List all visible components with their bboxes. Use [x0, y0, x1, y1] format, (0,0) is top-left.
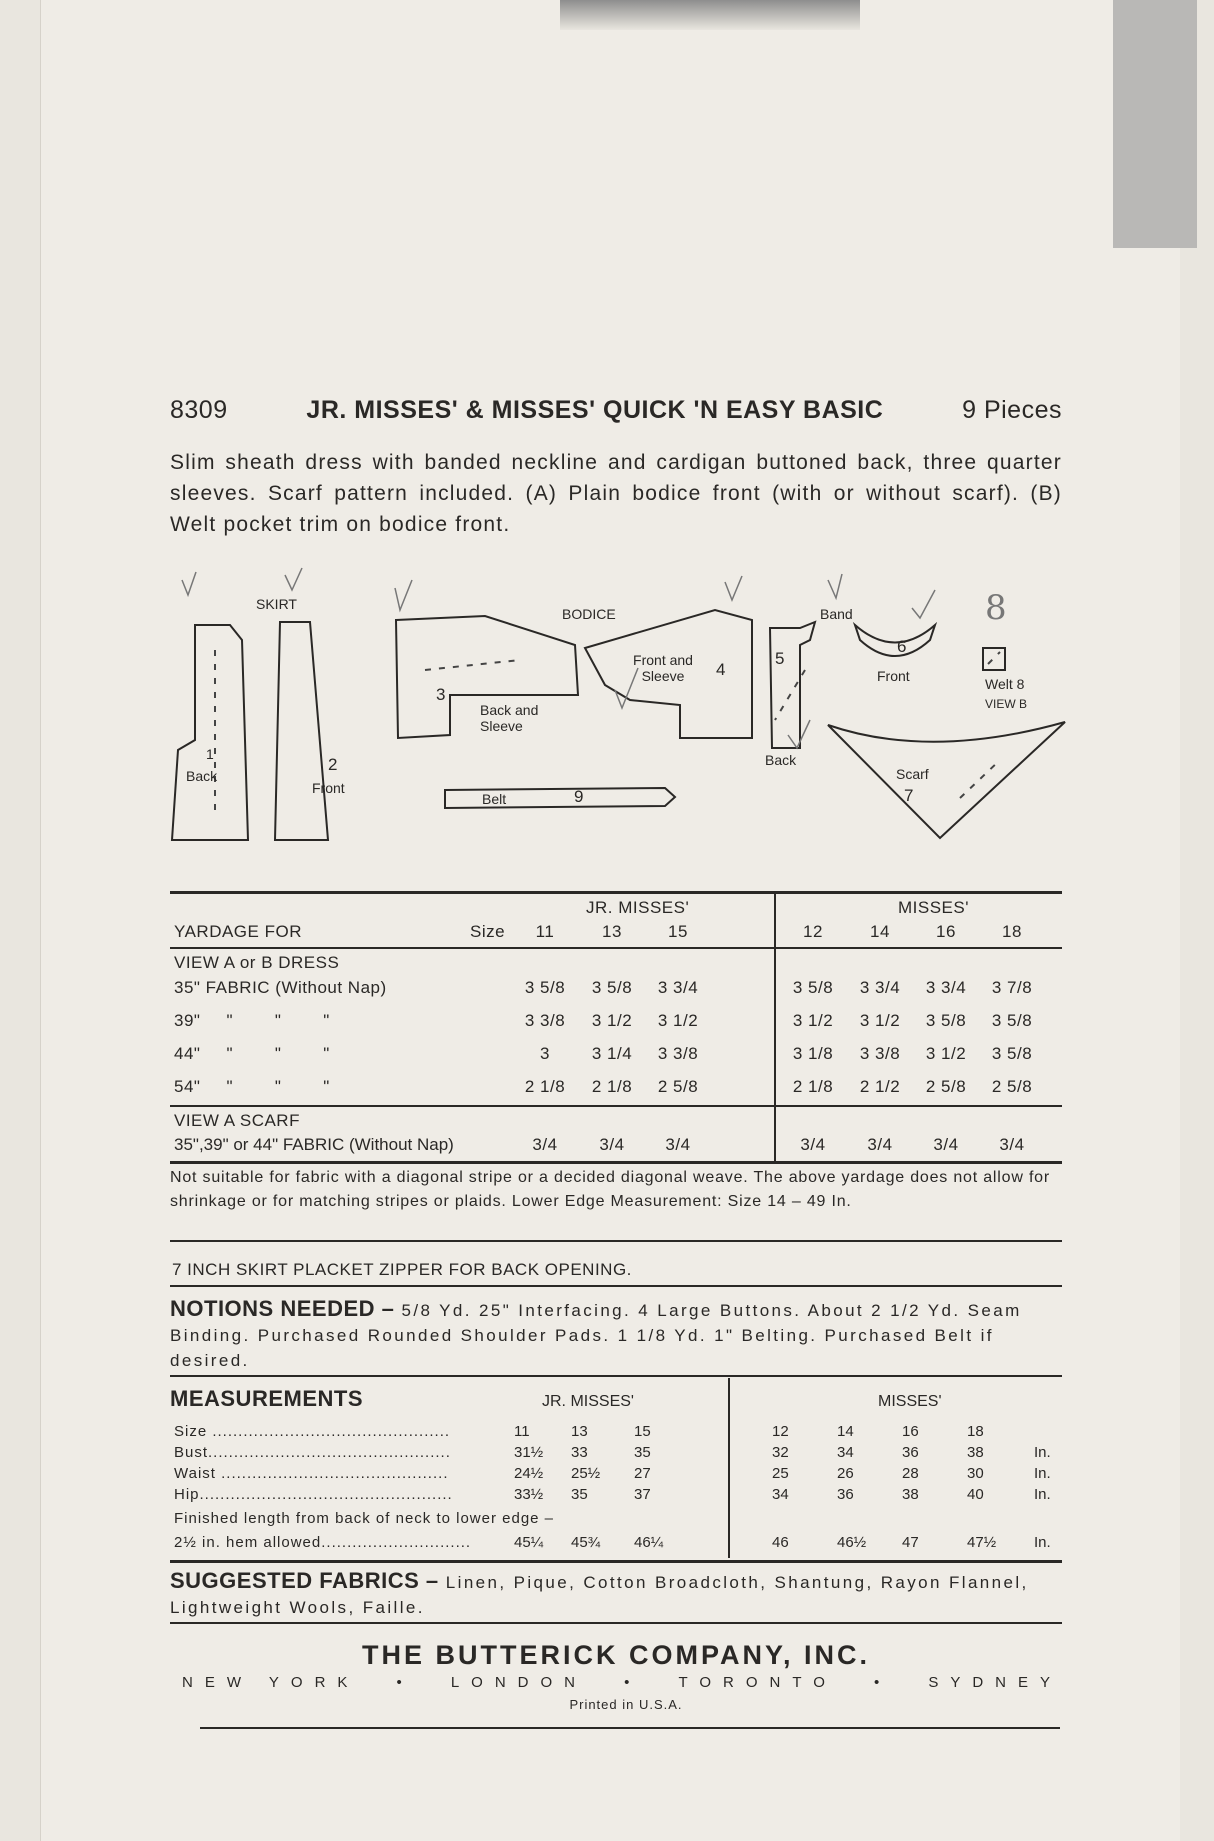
handwritten-checkmarks [182, 568, 935, 748]
measurement-cell: 25 [772, 1465, 789, 1482]
measurement-row-label: Waist ............................................ [174, 1465, 449, 1482]
notions-text: 5/8 Yd. 25" Interfacing. 4 Large Buttons. About 2 1/2 Yd. Seam Binding. Purchased Rounded Shoulder Pads. 1 1/8 Yd. 1" Belting. Purchased Belt if desired. [170, 1301, 1022, 1370]
yardage-cell: 3 3/8 [859, 1044, 901, 1063]
measurement-unit: In. [1034, 1465, 1051, 1482]
yardage-cell: 3 3/4 [925, 978, 967, 997]
finished-length-label: Finished length from back of neck to lower edge – [174, 1510, 555, 1527]
fabrics-heading: SUGGESTED FABRICS – [170, 1568, 439, 1593]
divider [170, 1240, 1062, 1242]
company-cities [182, 1674, 1062, 1691]
yardage-row-label: 44" " " " [174, 1044, 330, 1063]
measurement-cell: 16 [902, 1423, 919, 1440]
skirt-front-piece [275, 622, 328, 840]
yardage-cell: 3 1/2 [591, 1011, 633, 1030]
divider [170, 1105, 1062, 1107]
measurement-cell: 28 [902, 1465, 919, 1482]
yardage-cell: 2 1/8 [792, 1077, 834, 1096]
yardage-row-label: 35",39" or 44" FABRIC (Without Nap) [174, 1135, 454, 1154]
misses-header: MISSES' [898, 898, 969, 917]
label-piece-5: 5 [775, 649, 785, 668]
notions-heading: NOTIONS NEEDED – [170, 1296, 395, 1321]
measurement-cell: 14 [837, 1423, 854, 1440]
notions-section [170, 1296, 1062, 1373]
label-welt: Welt 8 [985, 676, 1025, 692]
measurement-cell: 36 [837, 1486, 854, 1503]
measurement-cell: 38 [902, 1486, 919, 1503]
jr-misses-header: JR. MISSES' [586, 898, 690, 917]
envelope-top-fold [560, 0, 860, 30]
measurement-column-divider [728, 1378, 730, 1558]
pattern-pieces-diagram [160, 560, 1080, 860]
pattern-description: Slim sheath dress with banded neckline and cardigan buttoned back, three quarter sleeves. Scarf pattern included. (A) Plain bodice front (with or without scarf). (B) Welt pocket trim on bodice front. [170, 451, 1062, 536]
section-dress: VIEW A or B DRESS [174, 953, 340, 972]
label-piece-4: 4 [716, 660, 726, 679]
yardage-cell: 2 1/8 [591, 1077, 633, 1096]
label-skirt: SKIRT [256, 596, 297, 612]
measurement-cell: 31½ [514, 1444, 544, 1461]
measurements-heading: MEASUREMENTS [170, 1386, 364, 1411]
label-piece-3: 3 [436, 685, 446, 704]
yardage-cell: 3 5/8 [792, 978, 834, 997]
size-header: 16 [936, 922, 956, 941]
yardage-cell: 2 5/8 [657, 1077, 699, 1096]
measurement-unit: In. [1034, 1486, 1051, 1503]
yardage-cell: 3 1/8 [792, 1044, 834, 1063]
measurement-row-label: Hip................................................. [174, 1486, 453, 1503]
yardage-cell: 3 5/8 [524, 978, 566, 997]
label-band-back: Back [765, 752, 797, 768]
envelope-flap-shadow [1113, 0, 1197, 248]
size-header: 12 [803, 922, 823, 941]
label-piece-1: 1 [206, 746, 214, 762]
measurements-jr-header: JR. MISSES' [542, 1393, 634, 1410]
yardage-cell: 3 3/4 [859, 978, 901, 997]
city-toronto: TORONTO [678, 1674, 837, 1691]
yardage-cell: 3/4 [665, 1135, 691, 1154]
label-band-front: Front [877, 668, 910, 684]
measurements-misses-header: MISSES' [878, 1393, 942, 1410]
measurement-cell: 40 [967, 1486, 984, 1503]
measurement-cell: 30 [967, 1465, 984, 1482]
company-name: THE BUTTERICK COMPANY, INC. [361, 1640, 870, 1670]
measurement-cell: 35 [634, 1444, 651, 1461]
measurement-cell: 26 [837, 1465, 854, 1482]
measurement-cell: 38 [967, 1444, 984, 1461]
divider [170, 1285, 1062, 1287]
divider [170, 1622, 1062, 1624]
yardage-cell: 3 1/4 [591, 1044, 633, 1063]
measurement-cell: 35 [571, 1486, 588, 1503]
measurement-unit: In. [1034, 1534, 1051, 1551]
fabrics-section [170, 1568, 1062, 1620]
yardage-cell: 2 1/2 [859, 1077, 901, 1096]
measurement-cell: 37 [634, 1486, 651, 1503]
yardage-cell: 2 5/8 [925, 1077, 967, 1096]
divider [170, 1560, 1062, 1563]
yardage-cell: 3/4 [867, 1135, 893, 1154]
yardage-cell: 3/4 [800, 1135, 826, 1154]
divider [170, 1161, 1062, 1164]
section-scarf: VIEW A SCARF [174, 1111, 300, 1130]
yardage-cell: 3 1/2 [657, 1011, 699, 1030]
divider [200, 1727, 1060, 1729]
measurement-row-label: 2½ in. hem allowed............................. [174, 1534, 472, 1551]
yardage-cell: 3 1/2 [859, 1011, 901, 1030]
label-bodice: BODICE [562, 606, 616, 622]
measurement-cell: 11 [514, 1423, 530, 1440]
measurement-cell: 18 [967, 1423, 984, 1440]
measurement-cell: 32 [772, 1444, 789, 1461]
city-london: LONDON [450, 1674, 588, 1691]
yardage-cell: 3 5/8 [991, 1011, 1033, 1030]
measurement-cell: 27 [634, 1465, 651, 1482]
zipper-note: 7 INCH SKIRT PLACKET ZIPPER FOR BACK OPENING. [172, 1260, 632, 1279]
measurement-cell: 47½ [967, 1534, 997, 1551]
measurement-cell: 36 [902, 1444, 919, 1461]
measurement-row-label: Size .............................................. [174, 1423, 451, 1440]
label-piece-7: 7 [904, 786, 914, 805]
scarf-piece [828, 722, 1065, 838]
measurement-cell: 45¼ [514, 1534, 544, 1551]
pattern-title: JR. MISSES' & MISSES' QUICK 'N EASY BASIC [306, 396, 884, 424]
yardage-cell: 3 5/8 [925, 1011, 967, 1030]
pattern-envelope-back [40, 0, 1180, 1841]
yardage-for-header: YARDAGE FOR [174, 922, 302, 941]
size-header: 11 [535, 922, 555, 941]
measurement-cell: 46¼ [634, 1534, 664, 1551]
label-skirt-front: Front [312, 780, 345, 796]
measurement-cell: 45¾ [571, 1534, 601, 1551]
label-piece-9: 9 [574, 787, 584, 806]
measurement-cell: 34 [837, 1444, 854, 1461]
label-band: Band [820, 606, 853, 622]
skirt-back-piece [172, 625, 248, 840]
label-scarf: Scarf [896, 766, 929, 782]
yardage-cell: 3 5/8 [591, 978, 633, 997]
yardage-cell: 3 1/2 [792, 1011, 834, 1030]
yardage-row-label: 39" " " " [174, 1011, 330, 1030]
yardage-cell: 3/4 [933, 1135, 959, 1154]
measurement-cell: 46½ [837, 1534, 867, 1551]
measurement-unit: In. [1034, 1444, 1051, 1461]
bullet: • [396, 1674, 414, 1691]
piece-count: 9 Pieces [962, 396, 1062, 424]
size-header: 18 [1002, 922, 1022, 941]
measurement-cell: 13 [571, 1423, 588, 1440]
handwritten-8: 8 [985, 588, 1007, 628]
divider [170, 1375, 1062, 1377]
city-sydney: SYDNEY [928, 1674, 1062, 1691]
yardage-cell: 3 3/8 [524, 1011, 566, 1030]
yardage-cell: 2 5/8 [991, 1077, 1033, 1096]
size-header: 15 [668, 922, 688, 941]
label-skirt-back: Back [186, 768, 218, 784]
measurement-row-label: Bust............................................... [174, 1444, 451, 1461]
yardage-cell: 3 [540, 1044, 550, 1063]
bullet: • [873, 1674, 892, 1691]
yardage-cell: 3 5/8 [991, 1044, 1033, 1063]
label-back-and-sleeve: Back and Sleeve [480, 702, 539, 734]
city-new-york: NEW YORK [182, 1674, 360, 1691]
fabrics-text: Linen, Pique, Cotton Broadcloth, Shantung, Rayon Flannel, Lightweight Wools, Faille. [170, 1573, 1029, 1617]
measurement-cell: 24½ [514, 1465, 544, 1482]
label-view-b: VIEW B [985, 697, 1028, 711]
front-band-piece [855, 625, 935, 656]
measurement-cell: 15 [634, 1423, 651, 1440]
label-belt: Belt [482, 791, 507, 807]
yardage-cell: 2 1/8 [524, 1077, 566, 1096]
yardage-cell: 3/4 [999, 1135, 1025, 1154]
measurement-cell: 33 [571, 1444, 588, 1461]
measurement-cell: 46 [772, 1534, 789, 1551]
yardage-cell: 3 3/8 [657, 1044, 699, 1063]
bullet: • [624, 1674, 642, 1691]
yardage-row-label: 35" FABRIC (Without Nap) [174, 978, 387, 997]
back-band-piece [770, 622, 815, 748]
measurement-cell: 12 [772, 1423, 789, 1440]
yardage-cell: 3 7/8 [991, 978, 1033, 997]
yardage-notes: Not suitable for fabric with a diagonal stripe or a decided diagonal weave. The above yardage does not allow for shrinkage or for matching stripes or plaids. Lower Edge Measurement: Size 14 – 49 In. [170, 1169, 1051, 1210]
welt-piece [983, 648, 1005, 670]
measurement-cell: 25½ [571, 1465, 601, 1482]
size-header: 13 [602, 922, 622, 941]
label-front-and-sleeve: Front and Sleeve [633, 652, 693, 684]
size-label: Size [470, 922, 506, 941]
yardage-cell: 3/4 [532, 1135, 558, 1154]
measurement-cell: 33½ [514, 1486, 544, 1503]
yardage-row-label: 54" " " " [174, 1077, 330, 1096]
divider [170, 891, 1062, 894]
table-column-divider [774, 891, 776, 1163]
label-piece-2: 2 [328, 755, 338, 774]
pattern-title-row [170, 396, 1062, 425]
divider [170, 947, 1062, 949]
measurement-cell: 47 [902, 1534, 919, 1551]
label-piece-6: 6 [897, 637, 907, 656]
measurement-cell: 34 [772, 1486, 789, 1503]
size-header: 14 [870, 922, 890, 941]
printed-in: Printed in U.S.A. [569, 1697, 683, 1712]
pattern-number: 8309 [170, 396, 228, 424]
belt-piece [445, 788, 675, 808]
yardage-cell: 3 3/4 [657, 978, 699, 997]
yardage-cell: 3/4 [599, 1135, 625, 1154]
yardage-cell: 3 1/2 [925, 1044, 967, 1063]
